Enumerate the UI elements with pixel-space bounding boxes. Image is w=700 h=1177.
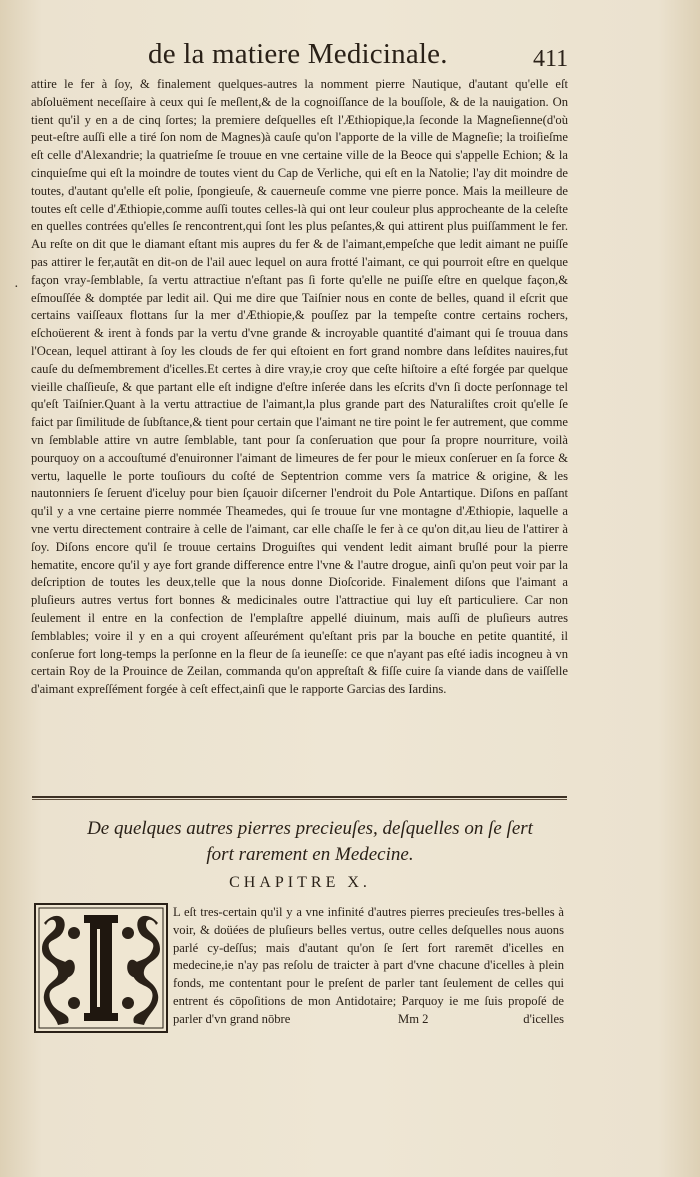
section-heading-line-1: De quelques autres pierres precieuſes, deſquelles on ſe ſert (87, 818, 533, 839)
section-rule (32, 796, 567, 798)
section-heading (60, 816, 560, 868)
chapter-text: L eſt tres-certain qu'il y a vne infinité d'autres pierres precieuſes tres-belles à voir, & doüées de pluſieurs belles vertus, outre celles deſquelles nous auons parlé cy-deſſus; mais d'autant qu'on ſe ſert fort raremēt d'icelles en medecine,ie n'ay pas reſolu de traicter à part d'vne chacune d'icelles à plein fonds, me contentant pour le preſent de parler tant ſeulement de celles qui entrent és cōpoſitions de mon Antidotaire; Parquoy ie me ſuis propoſé de parler d'vn grand nōbre (173, 905, 564, 1026)
page-footer (173, 1012, 564, 1032)
running-head (0, 38, 700, 78)
margin-mark: · (14, 280, 19, 295)
section-heading-line-2: fort rarement en Medecine. (206, 844, 414, 865)
chapter-title: CHAPITRE X. (229, 874, 371, 891)
body-text (31, 76, 568, 699)
section-rule-thin (32, 799, 567, 800)
signature-mark: Mm 2 (398, 1012, 429, 1026)
page-number: 411 (533, 46, 569, 72)
decorated-initial-i-icon (34, 903, 168, 1033)
body-paragraph: attire le fer à ſoy, & finalement quelques-autres la nomment pierre Nautique, d'autant qu'elle eſt abſoluëment neceſſaire à ceux qui ſe meſlent,& de la cognoiſſance de la bouſſole, & de la nauigation. On tient qu'il y en a de cinq ſortes; la premiere deſquelles eſt l'Æthiopique,la ſeconde la Magneſienne(d'où peut-eſtre auſſi elle a tiré ſon nom de Magnes)à cauſe qu'on l'apporte de la ville de Magneſie; la troiſieſme eſt celle d'Alexandrie; la quatrieſme ſe trouue en vne certaine ville de la Beoce qui s'appelle Echion; & la cinquieſme qui eſt la moindre de toutes vient du Cap de Verliche, qui eſt en la Natolie; l'ay dit moindre de toutes, d'autant qu'elle eſt polie, ſpongieuſe, & cauerneuſe comme vne pierre ponce. Mais la meilleure de toutes eſt celle d'Æthiopie,comme auſſi toutes celles-là qui ont leur couleur plus approcheante de la celeſte en quelles contrées qu'elles ſe rencontrent,qui ſont les plus peſantes,& qui attirent plus puiſſamment le fer. Au reſte on dit que le diamant eſtant mis aupres du fer & de l'aimant,empeſche que ledit aimant ne puiſſe pas attirer le fer,autãt en dit-on de l'ail auec lequel on aura frotté l'aimant, ce qui pourroit eſtre en quelque façon vray-ſemblable, ſa vertu attractiue n'eſtant pas ſi forte qu'elle ne puiſſe eſtre en quelque façon,& eſmouſſée & domptée par ledit ail. Qui me dire que Taiſnier nous en conte de belles, quand il eſcrit que certains vaiſſeaux flottans ſur la mer d'Æthiopie,& pouſſez par la tempeſte contre certains rochers, eſchoüerent & irent à fonds par la vertu d'vne grande & incroyable quantité d'aimant qui ſe trouua dans l'Ocean, lequel attirant à ſoy les clouds de fer qui eſtoient en fort grand nombre dans leſdites nauires,fut cauſe du deſmembrement d'icelles.Et certes à dire vray,ie croy que ceſte hiſtoire a eſté forgée par quelque vieille chaſſieuſe, & que partant elle eſt indigne d'eſtre inſerée dans les eſcrits d'vn ſi docte perſonnage tel qu'eſt Taiſnier.Quant à la vertu attractiue de l'aimant,la plus grande part des Naturaliſtes croit qu'elle ſe faict par ſimilitude de ſubſtance,& tient pour certain que l'aimant ne tire point le fer autrement, que comme vn ſemblable attire vn autre ſemblable, tant pour ſa conſeruation que pour ſa propre nourriture, voilà pourquoy on a accouſtumé d'enuironner l'aimant de limeures de fer pour le mieux conſeruer en ſa force & vertu, laquelle le porte touſiours du coſté de Septentrion comme vers ſa matrice & origine, & les nautonniers ſe ſeruent d'iceluy pour bien ſçauoir diſcerner l'endroit du Pole Antartique. Diſons en paſſant qu'il y a vne certaine pierre nommée Theamedes, qui ſe trouue ſur vne montagne d'Æthiopie, laquelle a vne vertu directement contraire à celle de l'aimant, car elle chaſſe le fer à ce qu'on dit,au lieu de l'attirer à ſoy. Diſons encore qu'il ſe trouue certains Droguiſtes qui vendent ledit aimant bruſlé pour la pierre hematite, encore qu'il y aye fort grande difference entre l'vne & l'autre drogue, ainſi qu'on peut voir par la deſcription de toutes les deux,telle que la nous donne Dioſcoride. Finalement diſons que l'aimant a pluſieurs autres vertus fort bonnes & medicinales outre l'attractiue qui luy eſt particuliere. Car non ſeulement il entre en la confection de l'emplaſtre appellé diuinum, mais auſſi de pluſieurs autres ſemblables; voire il y en a qui croyent aſſeurément qu'eſtant pris par la bouche en petite quantité, il conſerue fort long-temps la perſonne en la fleur de ſa ieuneſſe: ce que n'ayant pas eſté iadis incogneu à vn certain Roy de la Prouince de Zeilan, commanda qu'on appreſtaſt & fiſſe cuire ſa viande dans de vaiſſelle d'aimant expreſſément forgée à ceſt effect,ainſi que le rapporte Garcias des Iardins. (31, 77, 568, 697)
running-title: de la matiere Medicinale. (148, 38, 448, 70)
catchword: d'icelles (523, 1012, 564, 1026)
